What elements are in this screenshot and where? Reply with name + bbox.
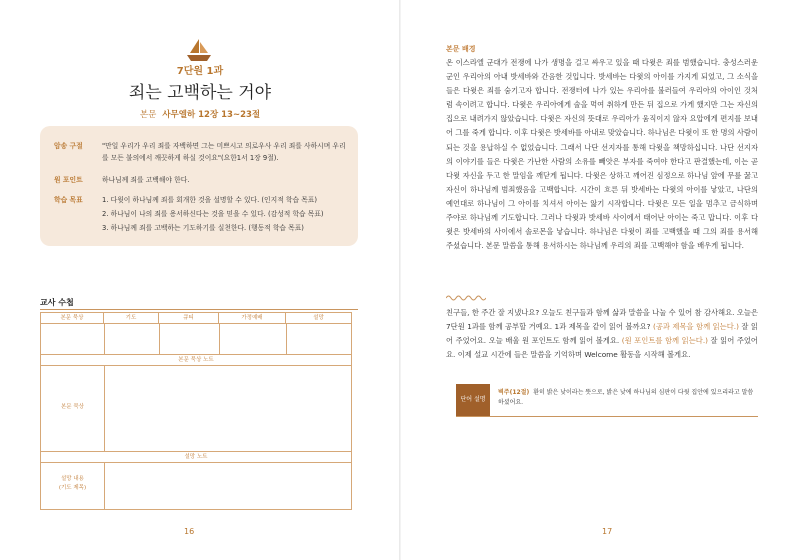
word-explanation-tag: 단어 설명 <box>456 384 490 416</box>
study-row-label: 본문 묵상 <box>60 404 84 410</box>
page-number-left: 16 <box>184 527 195 536</box>
divider <box>41 365 351 366</box>
info-value: 2. 하나님이 나의 죄를 용서하신다는 것을 믿을 수 있다. (감성적 학습 목표) <box>102 210 324 218</box>
page-number-right: 17 <box>602 527 613 536</box>
divider <box>40 309 358 310</box>
stage-cue: (공과 제목을 함께 읽는다.) <box>653 322 739 332</box>
sermon-note-header: 설망 노트 <box>184 454 208 460</box>
lesson-info-box <box>40 126 358 246</box>
divider <box>104 324 105 354</box>
study-note-header: 본문 묵상 노트 <box>178 357 214 363</box>
welcome-sentence: 잘 읽어 주었어요. 이제 설교 시간에 들은 말씀을 기억하며 Welcome 활동을 시작해 볼게요. <box>446 336 758 360</box>
word-explanation-text <box>498 388 754 408</box>
lesson-title: 죄는 고백하는 거야 <box>128 83 272 103</box>
scripture-line <box>0 108 400 120</box>
table-header: 큐티 <box>159 313 219 324</box>
word-term: 벽주(12절) <box>498 389 530 396</box>
table-header: 기도 <box>104 313 159 324</box>
divider <box>219 324 220 354</box>
info-value: "만일 우리가 우리 죄를 자백하면 그는 미쁘시고 의로우사 우리 죄를 사하시며 우리를 모든 불의에서 깨끗하게 하실 것이요"(요한1서 1장 9절). <box>102 142 346 162</box>
scripture-label: 본문 <box>139 110 157 120</box>
welcome-sentence: 잘 읽어 주었어요. 오늘 배울 원 포인트도 함께 읽어 볼게요. <box>446 322 758 346</box>
stage-cue: (원 포인트를 함께 읽는다.) <box>621 336 708 346</box>
sermon-row-label-line: (기도 제목) <box>58 485 87 491</box>
info-key: 암송 구절 <box>54 142 83 150</box>
word-description: 환히 밝은 낮이라는 뜻으로, 밝은 낮에 하나님의 심판이 다윗 집안에 있으리라고 말씀하셨어요. <box>498 389 754 406</box>
table-header: 설망 <box>286 313 351 324</box>
info-value: 3. 하나님께 죄를 고백하는 기도하기를 실천한다. (행동적 학습 목표) <box>102 224 304 232</box>
divider <box>159 324 160 354</box>
info-key: 원 포인트 <box>54 176 83 184</box>
table-header: 본문 묵상 <box>41 313 104 324</box>
info-value: 1. 다윗이 하나님께 죄를 회개한 것을 설명할 수 있다. (인지적 학습 목표) <box>102 196 317 204</box>
background-text: 온 이스라엘 군대가 전쟁에 나가 생명을 걸고 싸우고 있을 때 다윗은 죄를 범했습니다. 충성스러운 군인 우리아의 아내 밧세바와 간음한 것입니다. 밧세바는 다윗의 아이를 가지게 되었고, 그 소식을 들은 다윗은 죄를 숨기고자 합니다. 전쟁터에 나가 있는 우리아를 불러들여 우리아의 아이인 것처럼 속이려고 합니다. 다윗은 우리아에게 술을 먹여 취하게 만든 뒤 집으로 가게 했지만 그는 자신의 집으로 내려가지 않았습니다. 다윗은 자신의 뜻대로 우리아가 움직이지 않자 요압에게 편지를 보내어 그를 죽게 합니다. 이후 다윗은 밧세바를 아내로 맞았습니다. 하나님은 다윗이 또 한 명의 사람이 되는 것을 용납하실 수 없었습니다. 그래서 나단 선지자를 통해 다윗을 책망하십니다. 나단 선지자의 이야기를 들은 다윗은 가난한 사람의 소유를 빼앗은 부자를 죽여야 한다고 판결했는데, 이는 곧 다윗 자신을 두고 한 말임을 깨닫게 됩니다. 다윗은 상하고 깨어진 심정으로 하나님 앞에 무릎 꿇고 자신이 하나님께 범죄했음을 고백합니다. 시간이 흐른 뒤 밧세바는 다윗의 아이를 낳았고, 나단의 예언대로 하나님이 그 아이를 치셔서 아이는 앓기 시작합니다. 다윗은 모든 일을 멈추고 금식하며 주야로 하나님께 기도합니다. 그러나 다윗과 밧세바 사이에서 태어난 아이는 죽고 맙니다. 이후 다윗은 밧세바의 사이에서 솔로몬을 낳습니다. 하나님은 다윗이 죄를 고백했을 때 그의 죄를 용서해 주셨습니다. 본문 말씀을 통해 용서하시는 하나님께 우리의 죄를 고백해야 함을 배우게 됩니다. <box>446 58 759 251</box>
divider <box>286 324 287 354</box>
sailboat-icon <box>186 38 212 62</box>
divider <box>104 462 105 509</box>
info-value: 하나님께 죄를 고백해야 한다. <box>102 176 190 184</box>
sermon-row-label <box>41 475 104 493</box>
welcome-text <box>446 306 758 362</box>
scripture-ref: 사무엘하 12장 13~23절 <box>162 110 261 120</box>
background-label: 본문 배경 <box>446 45 476 53</box>
divider <box>104 365 105 451</box>
teacher-notebook-table <box>40 312 352 510</box>
info-key: 학습 목표 <box>54 196 83 204</box>
word-explanation-box <box>446 384 758 416</box>
sermon-row-label-line: 설망 내용 <box>60 476 84 482</box>
table-header: 가정예배 <box>219 313 286 324</box>
divider <box>41 462 351 463</box>
unit-label: 7단원 1과 <box>176 66 224 77</box>
wavy-divider <box>446 294 486 302</box>
divider <box>456 416 758 417</box>
welcome-sentence: 친구들, 한 주간 잘 지냈나요? 오늘도 친구들과 함께 삶과 말씀을 나눌 수 있어 참 감사해요. 오늘은 7단원 1과를 함께 공부할 거예요. 1과 제목을 같이 읽어 볼까요? <box>446 308 758 332</box>
teacher-notebook-title: 교사 수첩 <box>40 298 74 307</box>
